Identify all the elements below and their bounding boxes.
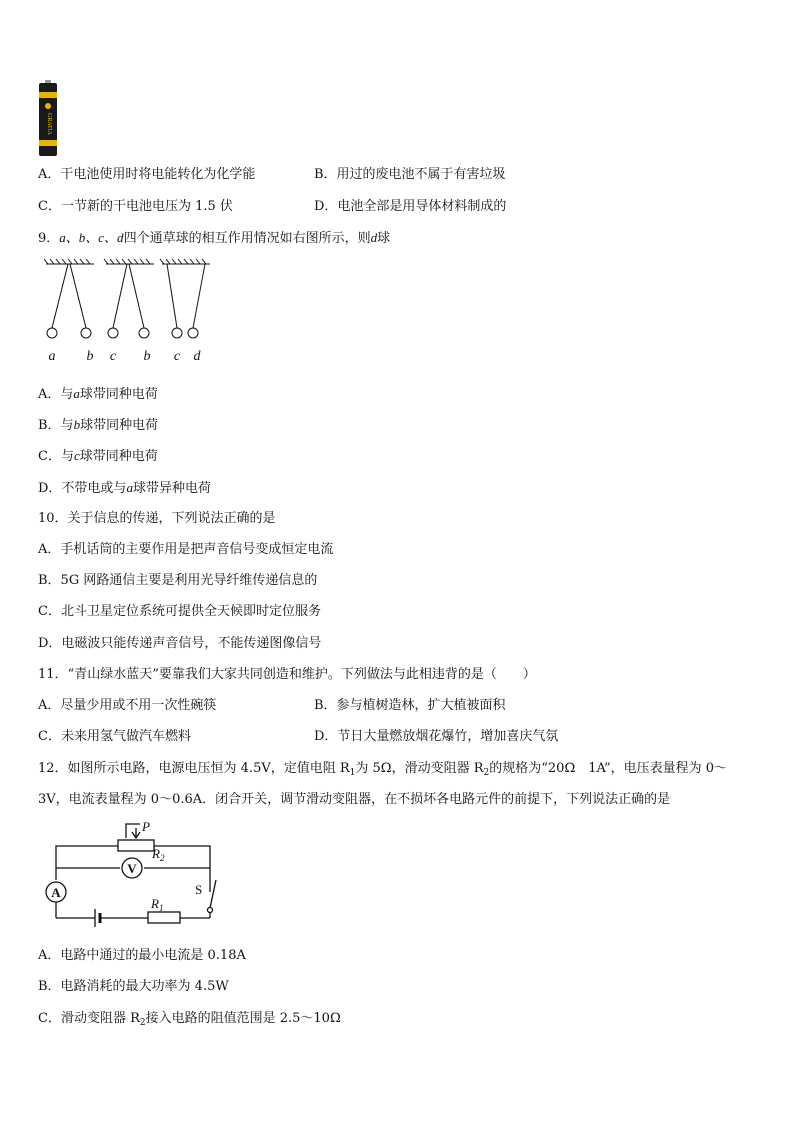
q10-option-d: D．电磁波只能传递声音信号，不能传递图像信号	[38, 636, 322, 651]
q12-stem-line2: 3V，电流表量程为 0～0.6A．闭合开关，调节滑动变阻器，在不损坏各电路元件的前提下，下列说法正确的是	[38, 792, 671, 807]
q12-option-b: B．电路消耗的最大功率为 4.5W	[38, 979, 229, 994]
q10-option-c: C．北斗卫星定位系统可提供全天候即时定位服务	[38, 604, 321, 619]
r1-label: $R_1$	[151, 896, 164, 913]
q10-option-a: A．手机话筒的主要作用是把声音信号变成恒定电流	[38, 542, 334, 557]
voltmeter-label: V	[127, 861, 137, 876]
q8-option-b: B．用过的废电池不属于有害垃圾	[314, 167, 506, 182]
q8-option-a: A．干电池使用时将电能转化为化学能	[38, 167, 256, 182]
q11-option-b: B．参与植树造林，扩大植被面积	[314, 698, 506, 713]
q11-option-d: D．节日大量燃放烟花爆竹，增加喜庆气氛	[314, 729, 559, 744]
ball-label-d: d	[193, 349, 201, 364]
battery-icon	[38, 80, 58, 158]
ammeter-label: A	[51, 885, 61, 900]
q12-option-a: A．电路中通过的最小电流是 0.18A	[38, 948, 246, 963]
q11-stem: 11．“青山绿水蓝天”要靠我们大家共同创造和维护。下列做法与此相违背的是（ ）	[38, 667, 536, 682]
q9-stem: 9．a、b、c、d四个通草球的相互作用情况如右图所示，则d球	[38, 230, 391, 246]
q8-option-d: D．电池全部是用导体材料制成的	[314, 199, 507, 214]
q8-option-c: C．一节新的干电池电压为 1.5 伏	[38, 199, 233, 214]
ball-label-b1: b	[86, 349, 94, 364]
switch-label: S	[195, 882, 203, 897]
q9-option-c: C．与c球带同种电荷	[38, 448, 158, 464]
battery-brand: GRATIA	[46, 113, 52, 135]
slider-label-p: P	[142, 819, 150, 834]
q9-option-a: A．与a球带同种电荷	[38, 386, 158, 402]
battery-figure	[38, 80, 58, 158]
ball-label-c1: c	[109, 349, 117, 364]
ball-label-a: a	[48, 349, 56, 364]
q11-option-c: C．未来用氢气做汽车燃料	[38, 729, 191, 744]
q10-option-b: B．5G 网路通信主要是利用光导纤维传递信息的	[38, 573, 318, 588]
ball-label-b2: b	[143, 349, 151, 364]
q12-stem-line1: 12．如图所示电路，电源电压恒为 4.5V，定值电阻 $R_1$为 5Ω，滑动变阻器 $R_2$的规格为“20Ω 1A”，电压表量程为 0～	[38, 761, 728, 778]
q9-option-d: D．不带电或与a球带异种电荷	[38, 480, 211, 496]
ball-label-c2: c	[173, 349, 181, 364]
r2-label: $R_2$	[152, 846, 165, 863]
circuit-diagram	[40, 818, 224, 928]
q11-option-a: A．尽量少用或不用一次性碗筷	[38, 698, 217, 713]
pith-ball-figure	[40, 258, 220, 366]
q10-stem: 10．关于信息的传递，下列说法正确的是	[38, 511, 276, 526]
q9-option-b: B．与b球带同种电荷	[38, 417, 159, 433]
q12-option-c: C．滑动变阻器 $R_2$接入电路的阻值范围是 2.5～10Ω	[38, 1011, 341, 1028]
